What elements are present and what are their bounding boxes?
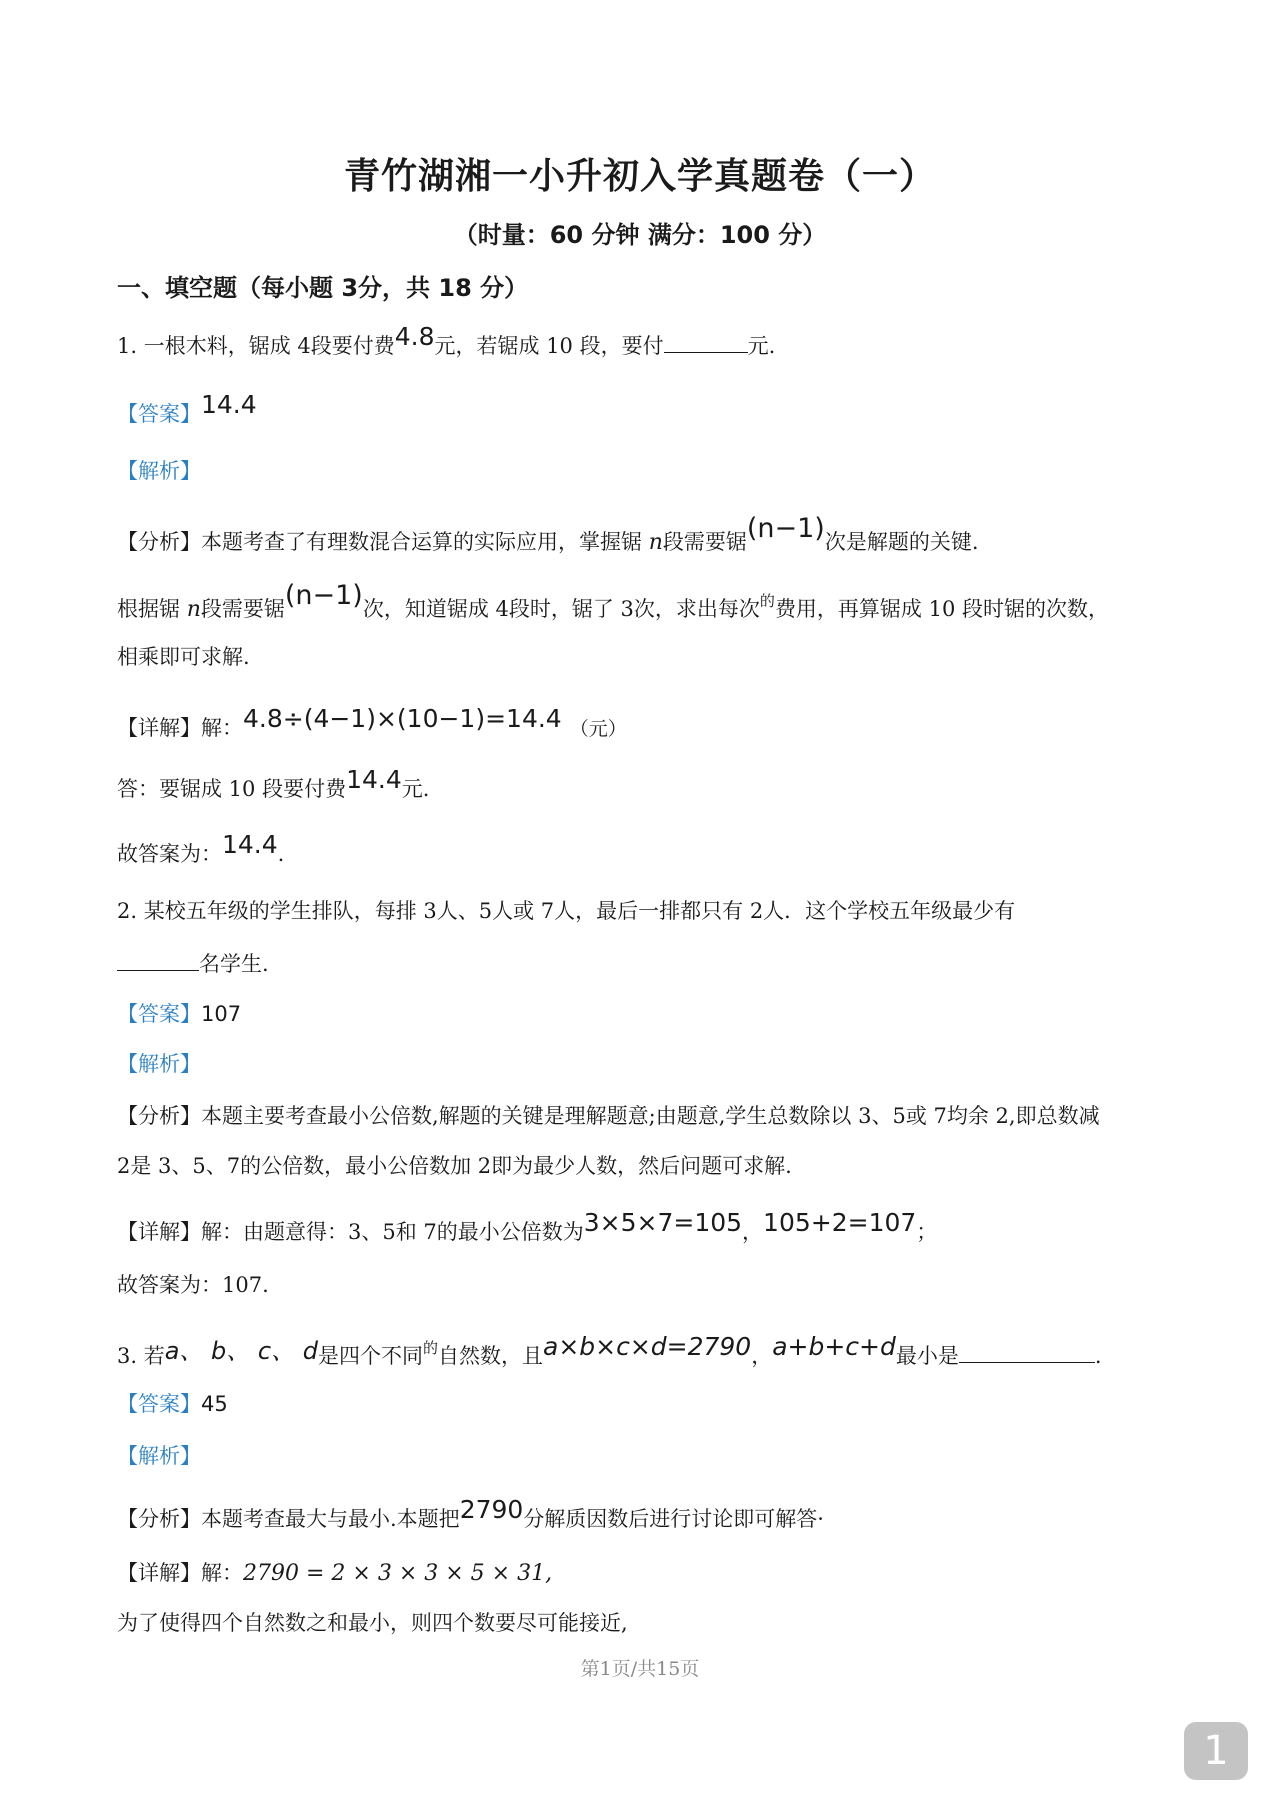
jiexi-line [117,1440,201,1470]
math-expression: 4.8÷(4−1)×(10−1)=14.4 [243,704,562,733]
page-subtitle: （时量：60 分钟 满分：100 分） [453,221,827,249]
jiexi-tag: 【解析】 [117,459,201,483]
answer-value: 14.4 [201,390,257,419]
fenxi-tag: 【分析】 [117,1507,201,1531]
math-expression: 3×5×7=105 [583,1208,743,1237]
fenxi-line: 【分析】本题考查最大与最小.本题把2790分解质因数后进行讨论即可解答· [117,1495,824,1531]
xiangjie-tag: 【详解】 [117,716,201,740]
section-heading: 一、填空题（每小题 3分，共 18 分） [117,274,529,302]
jiexi-tag: 【解析】 [117,1052,201,1076]
math-value: 4.8 [394,322,435,351]
jiexi-line [117,455,201,485]
math-expression: a+b+c+d [772,1332,896,1361]
gu-line: 故答案为：14.4. [117,830,285,866]
math-expression: (n−1) [746,513,825,544]
xiangjie-line: 【详解】解：由题意得：3、5和 7的最小公倍数为3×5×7=105，105+2=107； [117,1208,938,1244]
answer-tag: 【答案】 [117,1002,201,1026]
answer-line [117,998,241,1028]
xiangjie-tag: 【详解】 [117,1561,201,1585]
question-3-stem: 3. 若a、 b、 c、 d是四个不同$^的$自然数，且a×b×c×d=2790，a+b+c+d最小是 . [117,1332,1102,1368]
explain-line-2: 相乘即可求解. [117,645,250,669]
answer-blank [664,334,748,353]
page-footer: 第1页/共15页 [580,1658,700,1680]
answer-line [117,390,257,428]
math-expression: (n−1) [284,580,363,611]
xiangjie-line: 【详解】解：4.8÷(4−1)×(10−1)=14.4 （元） [117,704,627,740]
page-number-badge[interactable]: 1 [1184,1722,1248,1780]
answer-value: 45 [201,1392,228,1416]
last-line: 为了使得四个自然数之和最小，则四个数要尽可能接近, [117,1611,628,1635]
page-title: 青竹湖湘一小升初入学真题卷（一） [343,156,936,197]
answer-blank [959,1344,1095,1363]
math-expression: 2790 = 2 × 3 × 3 × 5 × 31, [243,1561,553,1586]
fenxi-line: 【分析】本题主要考查最小公倍数,解题的关键是理解题意;由题意,学生总数除以 3、5或 7均余 2,即总数减 [117,1104,1100,1128]
math-expression: 105+2=107 [763,1208,917,1237]
question-2-stem-2: 名学生. [117,948,269,978]
fenxi-tag: 【分析】 [117,530,201,554]
question-2-stem: 2. 某校五年级的学生排队，每排 3人、5人或 7人，最后一排都只有 2人．这个学校五年级最少有 [117,899,1016,923]
xiangjie-line: 【详解】解：2790 = 2 × 3 × 3 × 5 × 31, [117,1561,553,1586]
fenxi-line: 【分析】本题考查了有理数混合运算的实际应用，掌握锯 n段需要锯(n−1)次是解题的关键. [117,513,979,555]
fenxi-tag: 【分析】 [117,1104,201,1128]
fenxi-line-2: 2是 3、5、7的公倍数，最小公倍数加 2即为最少人数，然后问题可求解. [117,1154,792,1178]
jiexi-tag: 【解析】 [117,1444,201,1468]
question-1-stem: 1. 一根木料，锯成 4段要付费4.8元，若锯成 10 段，要付 元. [117,322,776,358]
answer-tag: 【答案】 [117,402,201,426]
answer-tag: 【答案】 [117,1392,201,1416]
explain-line: 根据锯 n段需要锯(n−1)次，知道锯成 4段时，锯了 3次，求出每次$^的$费用，再算锯成 10 段时锯的次数， [117,580,1110,622]
da-line: 答：要锯成 10 段要付费14.4元. [117,765,430,801]
answer-line [117,1388,228,1418]
math-expression: a×b×c×d=2790 [543,1332,752,1361]
gu-line: 故答案为：107. [117,1273,269,1297]
answer-blank [117,952,199,971]
answer-value: 107 [201,1002,242,1026]
xiangjie-tag: 【详解】 [117,1220,201,1244]
jiexi-line [117,1048,201,1078]
